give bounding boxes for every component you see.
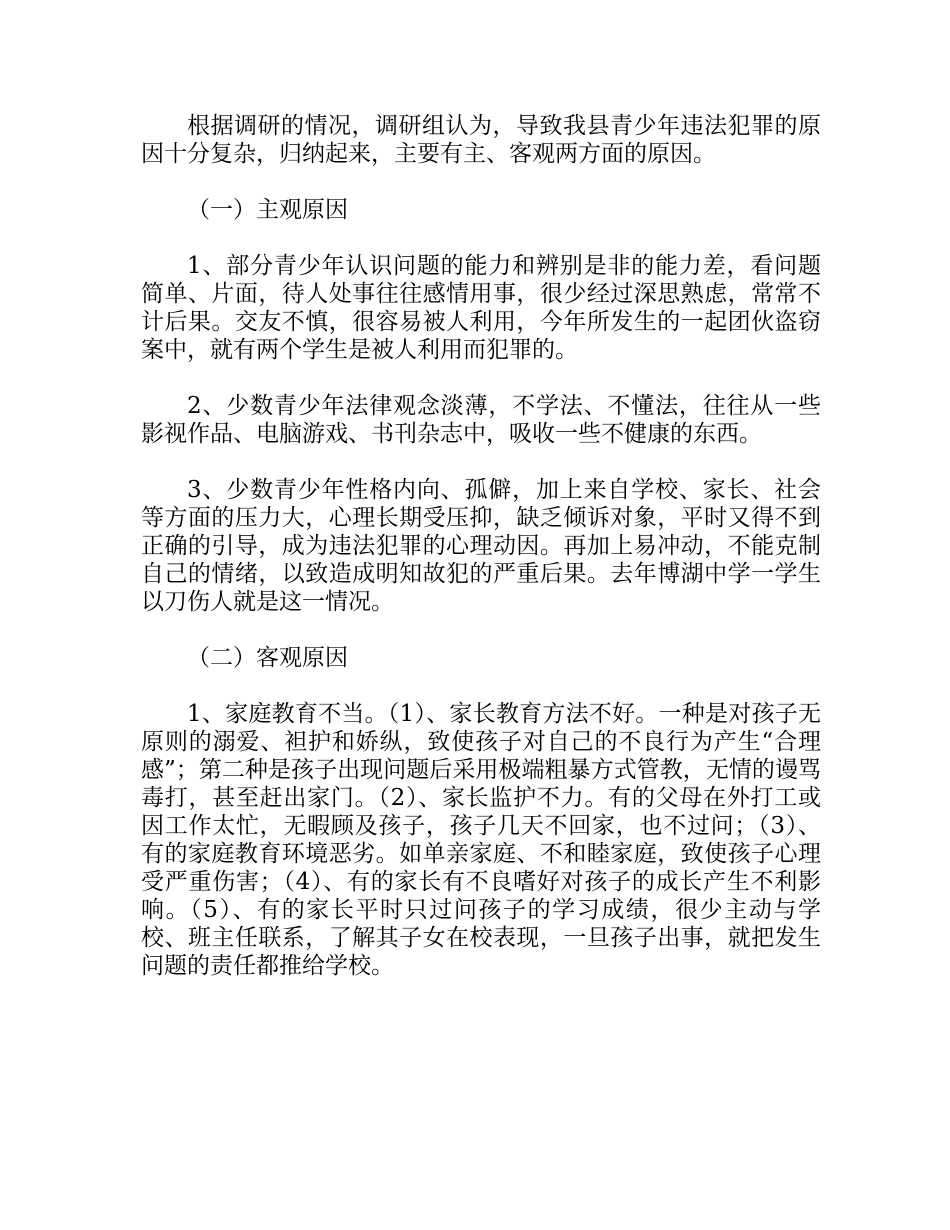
document-body bbox=[141, 112, 821, 1008]
subjective-item-1: 1、部分青少年认识问题的能力和辨别是非的能力差，看问题简单、片面，待人处事往往感情用事，很少经过深思熟虑，常常不计后果。交友不慎，很容易被人利用，今年所发生的一起团伙盗窃案中，就有两个学生是被人利用而犯罪的。 bbox=[141, 253, 821, 363]
subjective-item-2: 2、少数青少年法律观念淡薄，不学法、不懂法，往往从一些影视作品、电脑游戏、书刊杂志中，吸收一些不健康的东西。 bbox=[141, 393, 821, 447]
subjective-item-3: 3、少数青少年性格内向、孤僻，加上来自学校、家长、社会等方面的压力大，心理长期受压抑，缺乏倾诉对象，平时又得不到正确的引导，成为违法犯罪的心理动因。再加上易冲动，不能克制自己的情绪，以致造成明知故犯的严重后果。去年博湖中学一学生以刀伤人就是这一情况。 bbox=[141, 477, 821, 615]
intro-paragraph: 根据调研的情况，调研组认为，导致我县青少年违法犯罪的原因十分复杂，归纳起来，主要有主、客观两方面的原因。 bbox=[141, 113, 821, 167]
objective-item-1: 1、家庭教育不当。（1）、家长教育方法不好。一种是对孩子无原则的溺爱、袒护和娇纵，致使孩子对自己的不良行为产生“合理感”；第二种是孩子出现问题后采用极端粗暴方式管教，无情的谩骂毒打，甚至赶出家门。（2）、家长监护不力。有的父母在外打工或因工作太忙，无暇顾及孩子，孩子几天不回家，也不过问；（3）、有的家庭教育环境恶劣。如单亲家庭、不和睦家庭，致使孩子心理受严重伤害；（4）、有的家长有不良嗜好对孩子的成长产生不利影响。（5）、有的家长平时只过问孩子的学习成绩，很少主动与学校、班主任联系，了解其子女在校表现，一旦孩子出事，就把发生问题的责任都推给学校。 bbox=[141, 701, 821, 979]
section-heading-subjective: （一）主观原因 bbox=[187, 197, 348, 223]
section-heading-objective: （二）客观原因 bbox=[187, 645, 348, 671]
